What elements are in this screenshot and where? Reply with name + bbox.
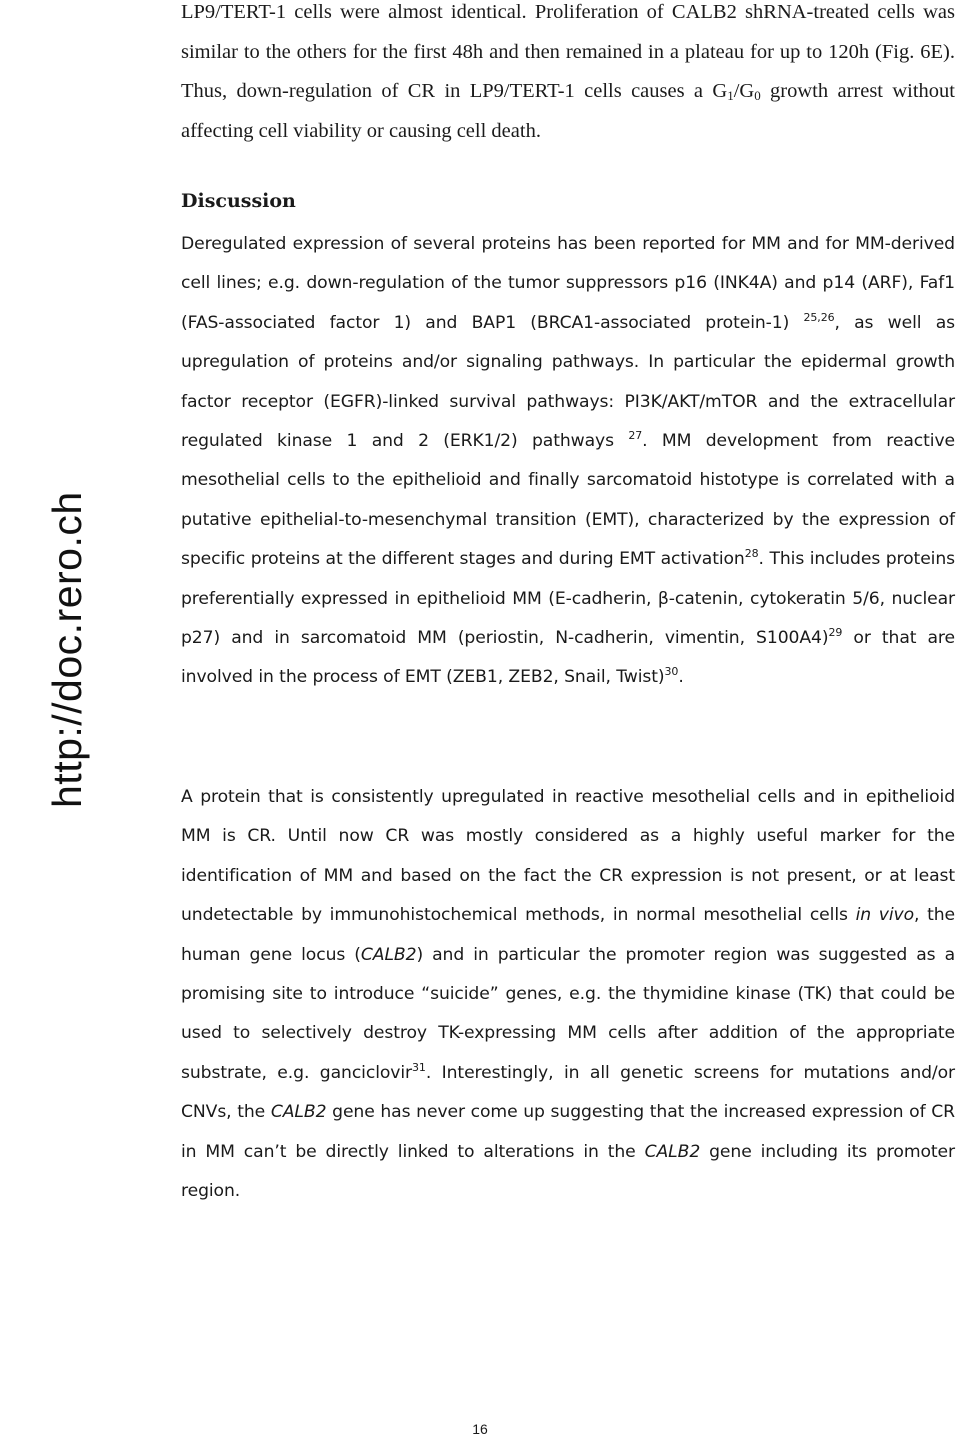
subscript: 0 (754, 88, 761, 103)
text-run: , the human gene locus ( (181, 905, 955, 965)
italic-term: in vivo (855, 905, 914, 926)
text-run: . (678, 667, 684, 688)
text-run: . MM development from reactive mesothelial cells to the epithelioid and finally sarcomatoid histotype is correlated with a putative epithelial-to-mesenchymal transition (EMT), characterized by the expression of specific proteins at the different stages and during EMT activation (181, 431, 955, 570)
text-run: A protein that is consistently upregulated in reactive mesothelial cells and in epithelioid MM is CR. Until now CR was mostly considered as a highly useful marker for the identification of MM and based on the fact the CR expression is not present, or at least undetectable by immunohistochemical methods, in normal mesothelial cells (181, 787, 955, 926)
citation-ref: 29 (828, 626, 843, 640)
text-run: . Interestingly, in all genetic screens for mutations and/or CNVs, the (181, 1062, 956, 1123)
text-run: /G (733, 80, 755, 102)
watermark-url: http://doc.rero.ch (44, 491, 90, 808)
text-run: gene has never come up suggesting that the increased expression of CR in MM can’t be directly linked to alterations in the (181, 1102, 955, 1162)
gene-name: CALB2 (644, 1141, 701, 1162)
discussion-paragraph-1 (181, 225, 955, 698)
text-run: LP9/TERT-1 cells were almost identical. Proliferation of CALB2 shRNA-treated cells was similar to the others for the first 48h and then remained in a plateau for up to 120h (Fig. 6E). Thus, down-regulation of CR in LP9/TERT-1 cells causes a (181, 1, 955, 102)
text-run: or that are involved in the process of EMT (ZEB1, ZEB2, Snail, Twist) (181, 628, 955, 688)
text-run: , as well as upregulation of proteins and/or signaling pathways. In particular the epidermal growth factor receptor (EGFR)-linked survival pathways: PI3K/AKT/mTOR and the extracellular regulated kinase 1 and 2 (ERK1/2) pathways (181, 312, 956, 452)
citation-ref: 30 (664, 665, 679, 679)
text-run: gene including its promoter region. (181, 1141, 955, 1202)
text-run: . This includes proteins preferentially expressed in epithelioid MM (E-cadherin, β-catenin, cytokeratin 5/6, nuclear p27) and in sarcomatoid MM (periostin, N-cadherin, vimentin, S100A4) (181, 549, 955, 649)
discussion-paragraph-2 (181, 778, 955, 1211)
citation-ref: 31 (412, 1060, 426, 1074)
gene-name: CALB2 (270, 1102, 327, 1123)
subscript: 1 (727, 88, 734, 103)
citation-ref: 25,26 (803, 310, 835, 324)
page-number: 16 (472, 1421, 488, 1437)
text-run: G (712, 80, 728, 102)
text-run: ) and in particular the promoter region was suggested as a promising site to introduce “suicide” genes, e.g. the thymidine kinase (TK) that could be used to selectively destroy TK-expressing MM cells after addition of the appropriate substrate, e.g. ganciclovir (181, 944, 955, 1083)
section-heading: Discussion (181, 190, 296, 212)
text-run: growth arrest without affecting cell viability or causing cell death. (181, 80, 955, 142)
citation-ref: 28 (744, 547, 759, 561)
text-run: Deregulated expression of several proteins has been reported for MM and for MM-derived cell lines; e.g. down-regulation of the tumor suppressors p16 (INK4A) and p14 (ARF), Faf1 (FAS-associated factor 1) and BAP1 (BRCA1-associated protein-1) (181, 234, 955, 333)
results-paragraph-end (181, 0, 955, 151)
citation-ref: 27 (628, 429, 643, 443)
gene-name: CALB2 (360, 944, 417, 965)
